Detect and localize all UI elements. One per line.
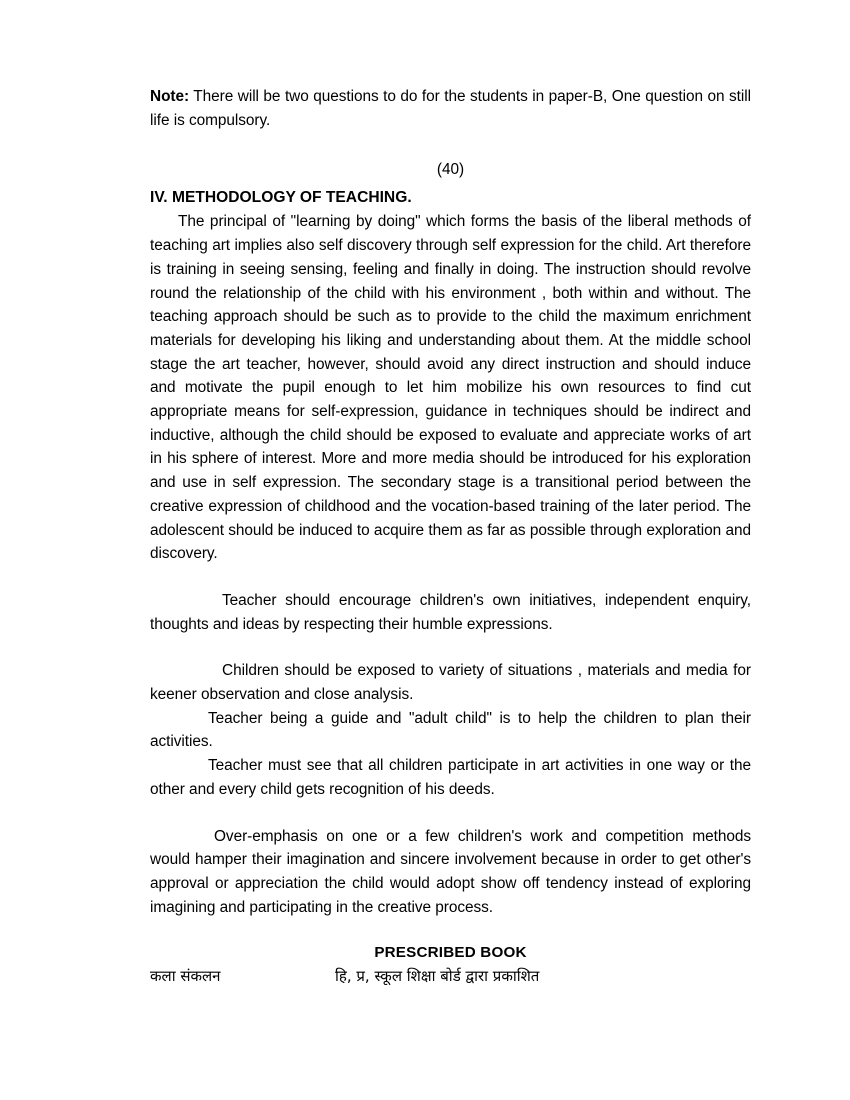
spacer bbox=[150, 566, 751, 589]
section-heading-methodology: IV. METHODOLOGY OF TEACHING. bbox=[150, 189, 412, 207]
paragraph-over-emphasis: Over-emphasis on one or a few children's work and competition methods would hamper their imagination and sincere involvement because in order to get other's approval or appreciation the child would adopt show off tendency instead of exploring imagining and participating in the creative process. bbox=[150, 827, 751, 916]
paragraph-children-exposed: Children should be exposed to variety of situations , materials and media for keener observation and close analysis. bbox=[150, 662, 751, 704]
spacer bbox=[150, 919, 751, 944]
paragraph-teacher-participate: Teacher must see that all children participate in art activities in one way or the other and every child gets recognition of his deeds. bbox=[150, 757, 751, 798]
page-content bbox=[150, 85, 751, 987]
note-text: There will be two questions to do for the students in paper-B, One question on still life is compulsory. bbox=[150, 88, 751, 129]
paragraph-teacher-guide: Teacher being a guide and "adult child" is to help the children to plan their activities. bbox=[150, 709, 751, 751]
spacer bbox=[150, 636, 751, 659]
footer-row bbox=[150, 965, 751, 987]
page-number: (40) bbox=[436, 161, 465, 179]
spacer bbox=[150, 132, 751, 160]
book-title: कला संकलन bbox=[150, 967, 221, 986]
note-label: Note: bbox=[150, 88, 190, 105]
publisher-line: हि, प्र, स्कूल शिक्षा बोर्ड द्वारा प्रकाशित bbox=[335, 967, 540, 986]
prescribed-book-heading: PRESCRIBED BOOK bbox=[374, 944, 527, 962]
spacer bbox=[150, 802, 751, 825]
note-block bbox=[150, 85, 751, 132]
paragraph-methodology-main: The principal of "learning by doing" which forms the basis of the liberal methods of teaching art implies also self discovery through self expression for the child. Art therefore is training in seeing sensing, feeling and finally in doing. The instruction should revolve round the relationship of the child with his environment , both within and without. The teaching approach should be such as to provide to the child the maximum enrichment materials for developing his liking and understanding about them. At the middle school stage the art teacher, however, should avoid any direct instruction and should induce and motivate the pupil enough to let him mobilize his own resources to find cut appropriate means for self-expression, guidance in techniques should be indirect and inductive, although the child should be exposed to evaluate and appreciate works of art in his sphere of interest. More and more media should be introduced for his exploration and use in self expression. The secondary stage is a transitional period between the creative expression of childhood and the vocation-based training of the later period. The adolescent should be induced to acquire them as far as possible through exploration and discovery. bbox=[150, 213, 751, 563]
paragraph-teacher-encourage: Teacher should encourage children's own initiatives, independent enquiry, thoughts and ideas by respecting their humble expressions. bbox=[150, 591, 751, 633]
